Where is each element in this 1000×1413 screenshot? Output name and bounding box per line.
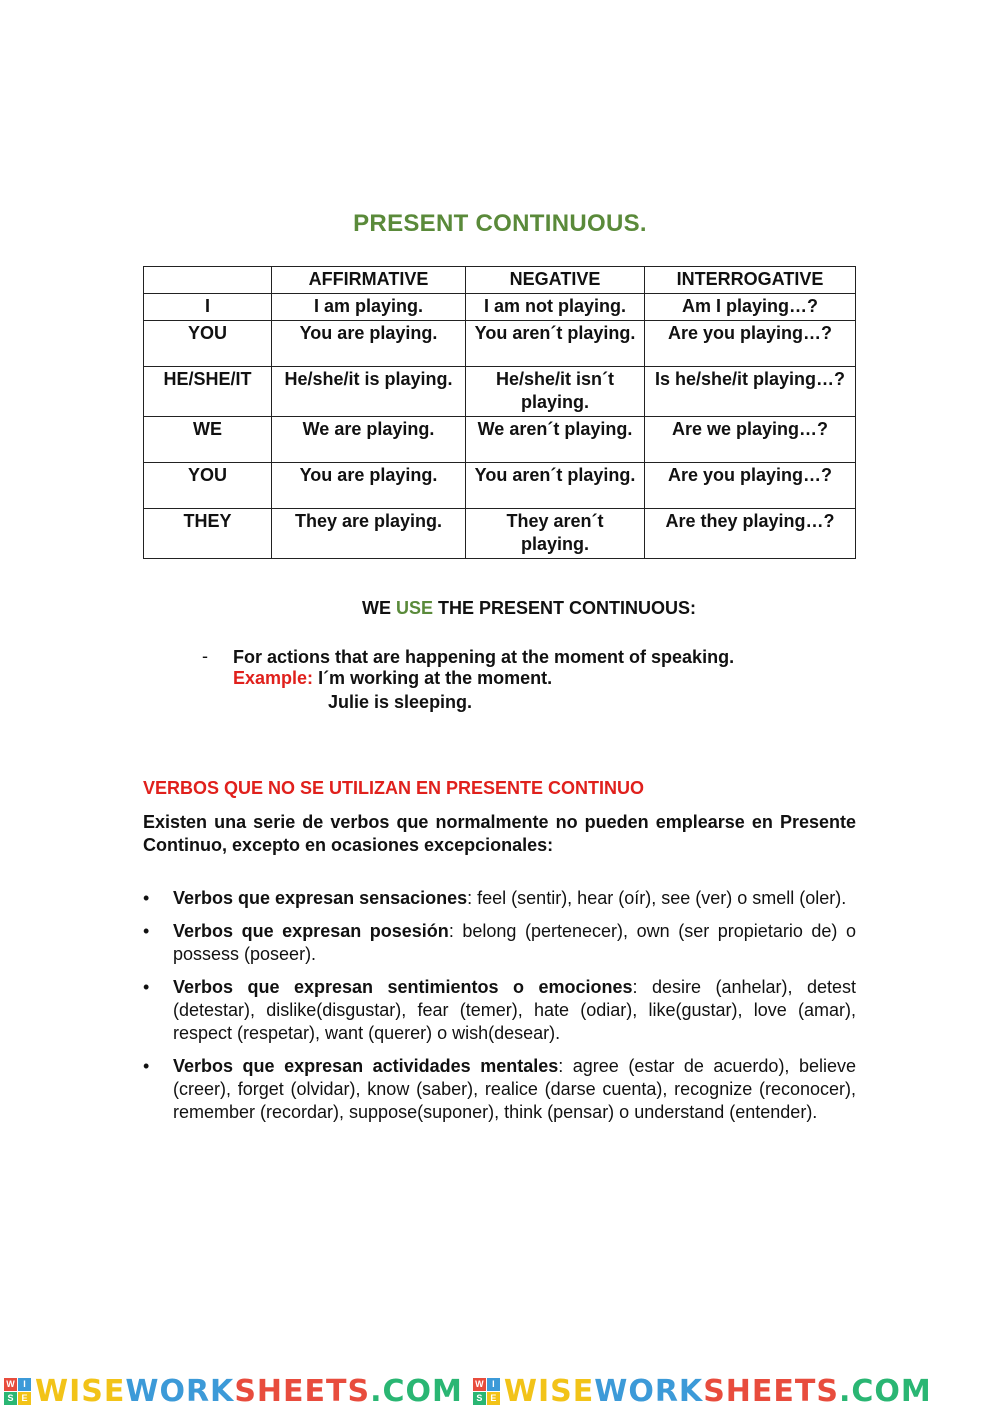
verbs-intro: Existen una serie de verbos que normalmente no pueden emplearse en Presente Continuo, excepto en ocasiones excepcionales:: [143, 812, 856, 855]
logo-block: S: [4, 1392, 17, 1405]
table-cell: I: [144, 294, 272, 321]
table-cell: Is he/she/it playing…?: [645, 367, 856, 417]
logo-part: WISE: [35, 1373, 126, 1409]
bullet-icon: •: [143, 921, 150, 941]
list-item-text: : belong (pertenecer), own (ser propietario de) o possess (poseer).: [173, 921, 856, 964]
list-dash: -: [202, 646, 208, 666]
example-sentence: Julie is sleeping.: [328, 692, 473, 712]
table-row: [144, 367, 856, 417]
table-cell: Are they playing…?: [645, 509, 856, 559]
table-cell: HE/SHE/IT: [144, 367, 272, 417]
list-item: [143, 1055, 856, 1124]
table-row: [144, 463, 856, 509]
bullet-icon: •: [143, 888, 150, 908]
logo-part: SHEETS: [234, 1373, 371, 1409]
table-cell: We aren´t playing.: [466, 417, 645, 463]
logo-part: .COM: [838, 1373, 932, 1409]
table-row: [144, 321, 856, 367]
example-sentence: I´m working at the moment.: [318, 668, 553, 688]
table-header-cell: [144, 267, 272, 294]
table-cell: You are playing.: [272, 463, 466, 509]
table-cell: THEY: [144, 509, 272, 559]
logo-block: I: [487, 1378, 500, 1391]
logo-block: E: [18, 1392, 31, 1405]
table-header-cell: NEGATIVE: [466, 267, 645, 294]
example-label: Example:: [233, 668, 314, 688]
list-item-lead: Verbos que expresan sensaciones: [173, 888, 468, 908]
list-item-text: : feel (sentir), hear (oír), see (ver) o smell (oler).: [467, 888, 847, 908]
logo-block: I: [18, 1378, 31, 1391]
list-item: [143, 920, 856, 966]
use-heading-post: THE PRESENT CONTINUOUS:: [433, 598, 697, 618]
list-item-lead: Verbos que expresan sentimientos o emociones: [173, 977, 633, 997]
logo-text: [35, 1374, 463, 1409]
table-cell: They aren´t playing.: [466, 509, 645, 559]
footer-logo: [0, 1374, 463, 1409]
logo-part: WORK: [125, 1373, 235, 1409]
logo-text: [504, 1374, 932, 1409]
list-item-text: : agree (estar de acuerdo), believe (creer), forget (olvidar), know (saber), realice (darse cuenta), recognize (reconocer), remember (recordar), suppose(suponer), think (pensar) o understand (entender).: [173, 1056, 856, 1122]
list-item: [143, 887, 856, 910]
table-row: [144, 509, 856, 559]
page-title: PRESENT CONTINUOUS.: [353, 210, 647, 237]
example-line: [233, 668, 552, 689]
table-cell: You are playing.: [272, 321, 466, 367]
logo-block: W: [4, 1378, 17, 1391]
list-item-text: : desire (anhelar), detest (detestar), dislike(disgustar), fear (temer), hate (odiar), like(gustar), love (amar), respect (respetar), want (querer) o wish(desear).: [173, 977, 856, 1043]
logo-part: SHEETS: [703, 1373, 839, 1409]
table-cell: They are playing.: [272, 509, 466, 559]
list-item: [143, 976, 856, 1045]
table-cell: He/she/it is playing.: [272, 367, 466, 417]
logo-block: W: [473, 1378, 486, 1391]
footer-logo: [469, 1374, 932, 1409]
use-heading-highlight: USE: [395, 598, 433, 618]
list-item-lead: Verbos que expresan posesión: [173, 921, 449, 941]
table-header-row: [144, 267, 856, 294]
logo-part: WORK: [594, 1373, 704, 1409]
verbs-list: [143, 887, 856, 1134]
logo-block: E: [487, 1392, 500, 1405]
logo-part: WISE: [503, 1373, 595, 1409]
bullet-icon: •: [143, 977, 150, 997]
use-item: For actions that are happening at the moment of speaking.: [233, 647, 735, 667]
table-cell: YOU: [144, 321, 272, 367]
list-item-lead: Verbos que expresan actividades mentales: [173, 1056, 559, 1076]
logo-blocks-icon: [4, 1378, 31, 1405]
bullet-icon: •: [143, 1056, 150, 1076]
footer-logo-strip: [0, 1373, 1000, 1409]
table-cell: I am not playing.: [466, 294, 645, 321]
verbs-heading: VERBOS QUE NO SE UTILIZAN EN PRESENTE CONTINUO: [143, 778, 645, 798]
table-cell: You aren´t playing.: [466, 463, 645, 509]
table-cell: Are you playing…?: [645, 463, 856, 509]
table-cell: Are you playing…?: [645, 321, 856, 367]
table-cell: He/she/it isn´t playing.: [466, 367, 645, 417]
table-cell: I am playing.: [272, 294, 466, 321]
table-row: [144, 417, 856, 463]
table-cell: WE: [144, 417, 272, 463]
table-cell: We are playing.: [272, 417, 466, 463]
table-cell: Are we playing…?: [645, 417, 856, 463]
logo-blocks-icon: [473, 1378, 500, 1405]
table-header-cell: INTERROGATIVE: [645, 267, 856, 294]
use-heading-pre: WE: [361, 598, 396, 618]
table-row: [144, 294, 856, 321]
table-cell: Am I playing…?: [645, 294, 856, 321]
table-cell: YOU: [144, 463, 272, 509]
use-heading: [0, 598, 1000, 619]
logo-part: .COM: [370, 1373, 463, 1409]
table-cell: You aren´t playing.: [466, 321, 645, 367]
logo-block: S: [473, 1392, 486, 1405]
table-header-cell: AFFIRMATIVE: [272, 267, 466, 294]
conjugation-table: [143, 266, 856, 559]
